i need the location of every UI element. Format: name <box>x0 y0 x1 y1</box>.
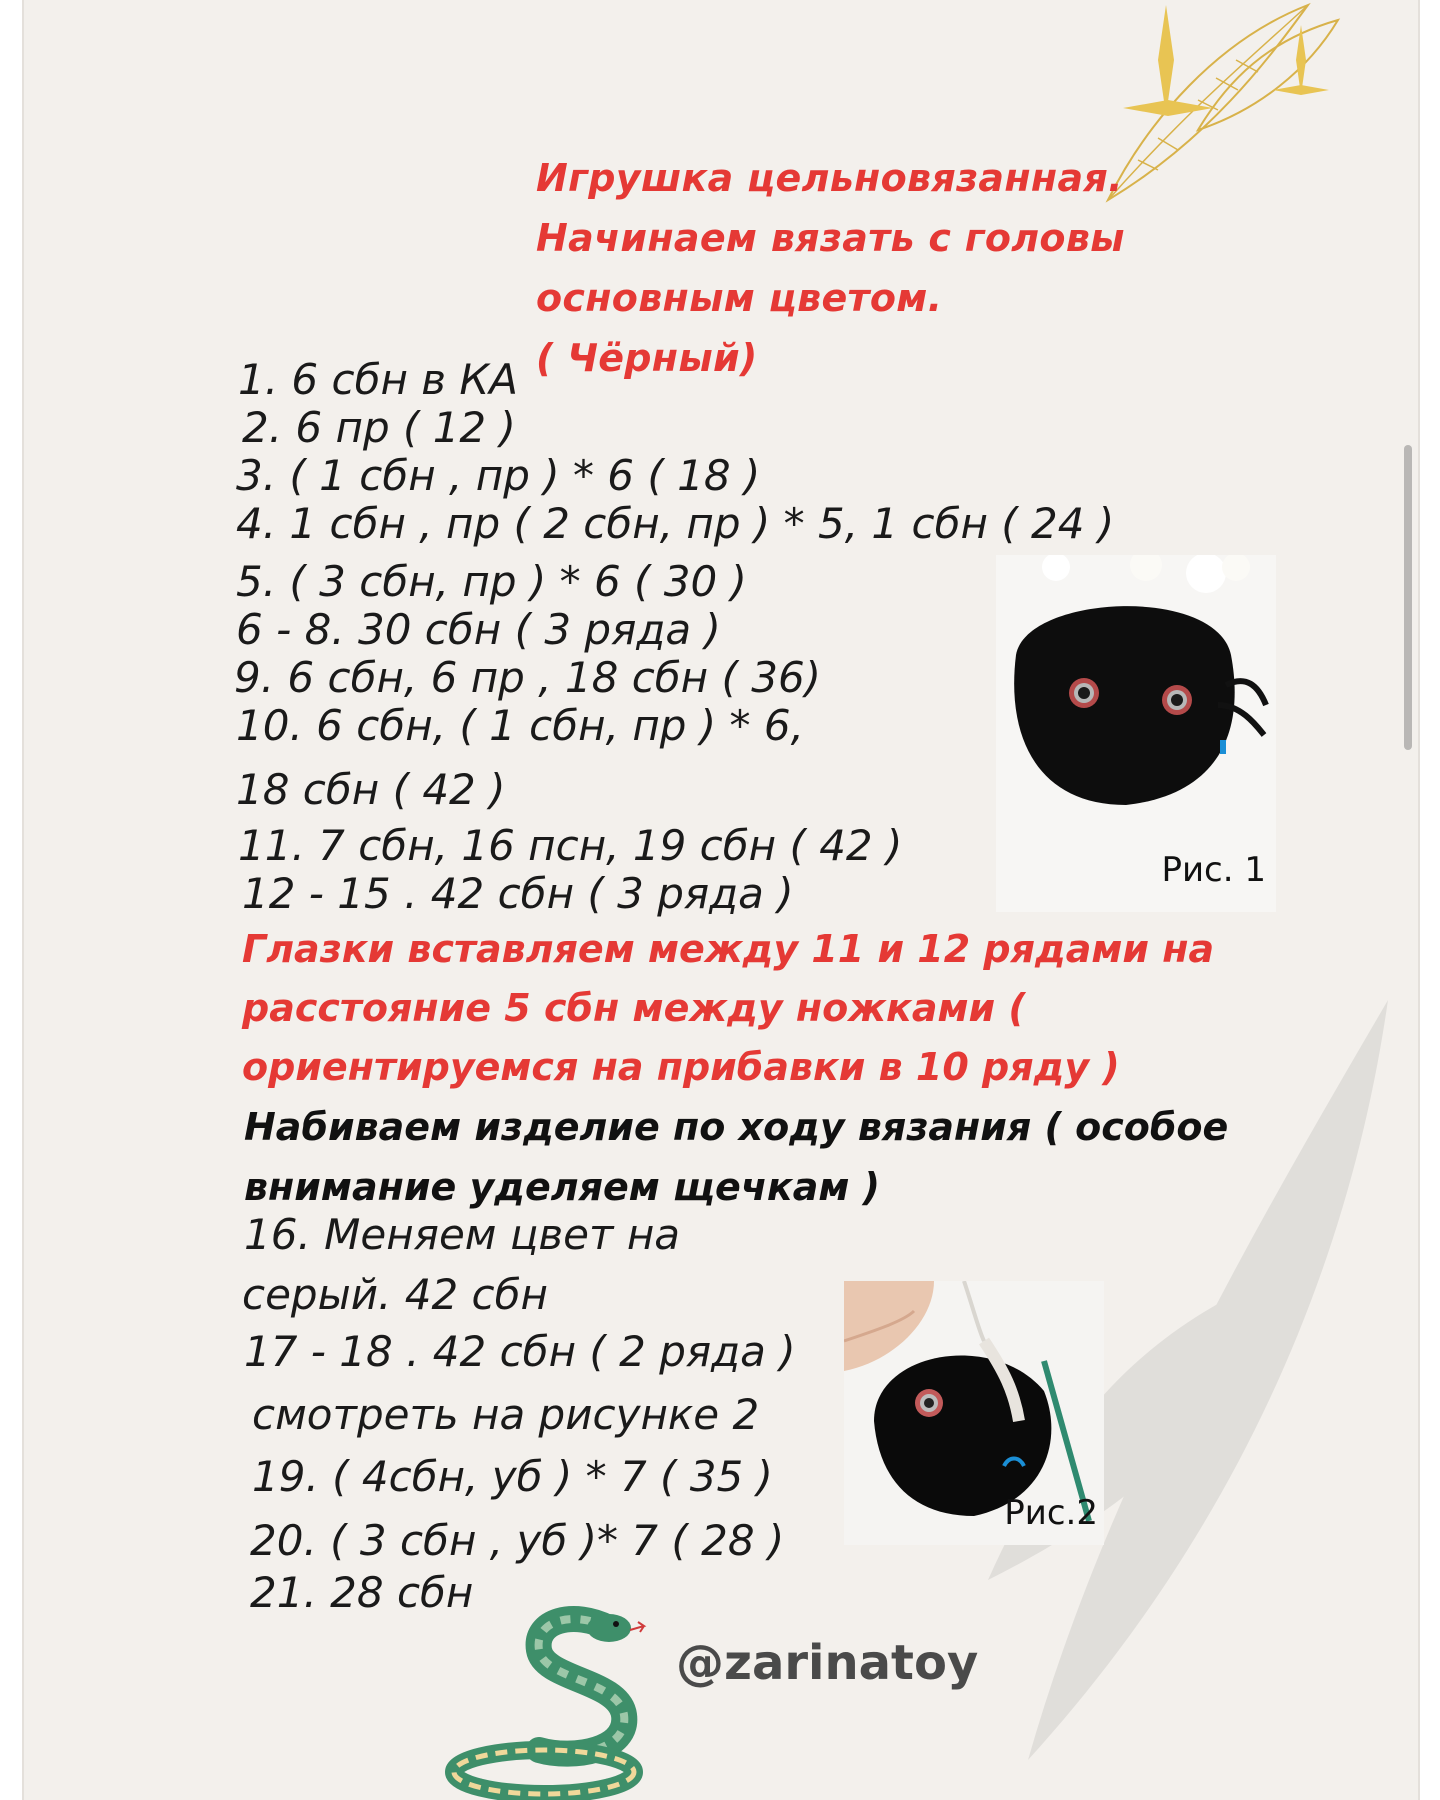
snake-logo-icon <box>444 1600 714 1800</box>
pattern-row: 2. 6 пр ( 12 ) <box>242 403 516 452</box>
eyes-note <box>242 920 1214 1097</box>
brand-handle: @zarinatoy <box>676 1635 979 1691</box>
pattern-row: 4. 1 сбн , пр ( 2 сбн, пр ) * 5, 1 сбн ( 24 ) <box>236 499 1115 548</box>
pattern-row: 16. Меняем цвет на <box>244 1210 681 1259</box>
pattern-row: 9. 6 сбн, 6 пр , 18 сбн ( 36) <box>234 653 822 702</box>
intro-line: Игрушка цельновязанная. <box>536 156 1123 200</box>
pattern-row: 11. 7 сбн, 16 псн, 19 сбн ( 42 ) <box>238 821 903 870</box>
pattern-row: 12 - 15 . 42 сбн ( 3 ряда ) <box>242 869 794 918</box>
intro-line: ( Чёрный) <box>536 336 758 380</box>
figure-1-caption: Рис. 1 <box>1161 850 1266 890</box>
pattern-row: 21. 28 сбн <box>250 1568 474 1617</box>
stuffing-note <box>244 1097 1228 1217</box>
scrollbar-thumb[interactable] <box>1404 445 1412 750</box>
pattern-row: 17 - 18 . 42 сбн ( 2 ряда ) <box>244 1327 796 1376</box>
pattern-row: 6 - 8. 30 сбн ( 3 ряда ) <box>236 605 721 654</box>
pattern-row: 5. ( 3 сбн, пр ) * 6 ( 30 ) <box>236 557 747 606</box>
figure-2-caption: Рис.2 <box>1004 1493 1098 1533</box>
figure-2-photo <box>844 1281 1104 1545</box>
intro-title <box>536 148 1125 388</box>
stuffing-note-line: внимание уделяем щечкам ) <box>244 1165 880 1209</box>
pattern-row: серый. 42 сбн <box>242 1270 548 1319</box>
intro-line: основным цветом. <box>536 276 943 320</box>
pattern-row: 10. 6 сбн, ( 1 сбн, пр ) * 6, <box>236 701 804 750</box>
eyes-note-line: ориентируемся на прибавки в 10 ряду ) <box>242 1045 1120 1089</box>
stuffing-note-line: Набиваем изделие по ходу вязания ( особое <box>244 1105 1229 1149</box>
pattern-row: 19. ( 4сбн, уб ) * 7 ( 35 ) <box>252 1452 773 1501</box>
pattern-page <box>22 0 1420 1800</box>
pattern-row: 20. ( 3 сбн , уб )* 7 ( 28 ) <box>250 1516 785 1565</box>
pattern-row: 3. ( 1 сбн , пр ) * 6 ( 18 ) <box>236 451 761 500</box>
pattern-row: смотреть на рисунке 2 <box>252 1390 760 1439</box>
pattern-row: 18 сбн ( 42 ) <box>236 765 506 814</box>
figure-1-photo <box>996 555 1276 912</box>
eyes-note-line: Глазки вставляем между 11 и 12 рядами на <box>242 927 1215 971</box>
pattern-row: 1. 6 сбн в КА <box>238 355 518 404</box>
eyes-note-line: расстояние 5 сбн между ножками ( <box>242 986 1026 1030</box>
intro-line: Начинаем вязать с головы <box>536 216 1125 260</box>
